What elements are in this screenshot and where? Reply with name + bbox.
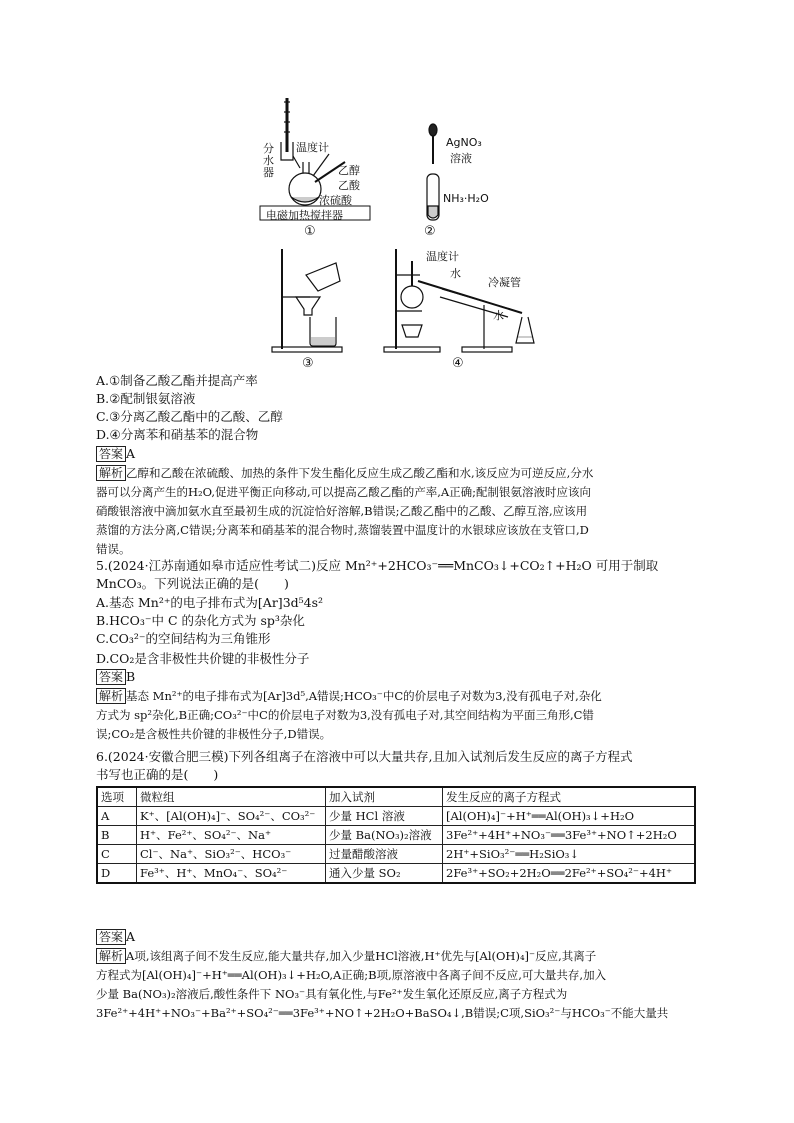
- table-cell: 少量 HCl 溶液: [326, 807, 443, 826]
- q4-analysis-tag: 解析: [96, 465, 126, 481]
- q6-answer-tag: 答案: [96, 929, 126, 945]
- fig1-label-qi: 器: [263, 166, 274, 179]
- table-header-cell: 选项: [97, 787, 137, 807]
- q5-analysis: [96, 687, 706, 744]
- q4-analysis: [96, 464, 706, 559]
- q5-stem-1: 5.(2024·江苏南通如皋市适应性考试二)反应 Mn²⁺+2HCO₃⁻══MnCO₃↓+CO₂↑+H₂O 可用于制取: [96, 558, 659, 573]
- table-header-cell: 发生反应的离子方程式: [443, 787, 696, 807]
- table-cell: 过量醋酸溶液: [326, 845, 443, 864]
- q4-option-c: C.③分离乙酸乙酯中的乙酸、乙醇: [96, 409, 283, 424]
- fig4-label-water-out: 水: [493, 309, 504, 322]
- q6-table: [96, 786, 696, 884]
- fig4-label-condenser: 冷凝管: [488, 276, 521, 289]
- table-cell: 通入少量 SO₂: [326, 864, 443, 884]
- fig4-number: ④: [452, 356, 464, 371]
- table-header-cell: 加入试剂: [326, 787, 443, 807]
- fig3-number: ③: [302, 356, 314, 371]
- q6-answer: A: [126, 929, 136, 944]
- q4-answer: A: [126, 446, 136, 461]
- q6-stem-1: 6.(2024·安徽合肥三模)下列各组离子在溶液中可以大量共存,且加入试剂后发生反应的离子方程式: [96, 749, 633, 764]
- table-cell: C: [97, 845, 137, 864]
- q4-analysis-line-1: 乙醇和乙酸在浓硫酸、加热的条件下发生酯化反应生成乙酸乙酯和水,该反应为可逆反应,分水: [126, 466, 594, 480]
- fig1-label-ethanol: 乙醇: [338, 164, 360, 177]
- q6-analysis-line-2: 方程式为[Al(OH)₄]⁻+H⁺══Al(OH)₃↓+H₂O,A正确;B项,原溶液中各离子间不反应,可大量共存,加入: [96, 968, 607, 982]
- q4-analysis-line-4: 蒸馏的方法分离,C错误;分离苯和硝基苯的混合物时,蒸馏装置中温度计的水银球应该放在支管口,D: [96, 523, 589, 537]
- figure-2-silver-ammonia-apparatus: [415, 118, 455, 228]
- q4-analysis-line-2: 器可以分离产生的H₂O,促进平衡正向移动,可以提高乙酸乙酯的产率,A正确;配制银氨溶液时应该向: [96, 485, 592, 499]
- table-row: [97, 807, 695, 826]
- table-cell: 少量 Ba(NO₃)₂溶液: [326, 826, 443, 845]
- fig1-label-stirrer: 电磁加热搅拌器: [266, 209, 343, 222]
- fig4-label-thermometer: 温度计: [426, 250, 459, 263]
- fig1-number: ①: [304, 224, 316, 239]
- q6-answer-line: [96, 928, 135, 946]
- q6-table-header: [97, 787, 695, 807]
- table-cell: A: [97, 807, 137, 826]
- q5-analysis-tag: 解析: [96, 688, 126, 704]
- q4-analysis-line-3: 硝酸银溶液中滴加氨水直至最初生成的沉淀恰好溶解,B错误;乙酸乙酯中的乙酸、乙醇互溶,应该用: [96, 504, 588, 518]
- table-cell: 3Fe²⁺+4H⁺+NO₃⁻══3Fe³⁺+NO↑+2H₂O: [443, 826, 696, 845]
- q5-analysis-line-3: 误;CO₂是含极性共价键的非极性分子,D错误。: [96, 727, 332, 741]
- q4-answer-tag: 答案: [96, 446, 126, 462]
- q6-analysis-line-1: A项,该组离子间不发生反应,能大量共存,加入少量HCl溶液,H⁺优先与[Al(OH)₄]⁻反应,其离子: [126, 949, 597, 963]
- table-row: [97, 826, 695, 845]
- fig2-label-solution: 溶液: [450, 152, 472, 165]
- q6-analysis-tag: 解析: [96, 948, 126, 964]
- table-cell: 2H⁺+SiO₃²⁻══H₂SiO₃↓: [443, 845, 696, 864]
- q6-analysis-line-3: 少量 Ba(NO₃)₂溶液后,酸性条件下 NO₃⁻具有氧化性,与Fe²⁺发生氧化还原反应,离子方程式为: [96, 987, 568, 1001]
- q5-option-d: D.CO₂是含非极性共价键的非极性分子: [96, 651, 310, 666]
- table-cell: K⁺、[Al(OH)₄]⁻、SO₄²⁻、CO₃²⁻: [137, 807, 326, 826]
- q4-option-d: D.④分离苯和硝基苯的混合物: [96, 427, 259, 442]
- q5-option-c: C.CO₃²⁻的空间结构为三角锥形: [96, 631, 271, 646]
- q4-option-a: A.①制备乙酸乙酯并提高产率: [96, 373, 258, 388]
- fig2-label-agno3: AgNO₃: [446, 136, 482, 149]
- figure-3-filtration-apparatus: [268, 245, 348, 355]
- table-cell: [Al(OH)₄]⁻+H⁺══Al(OH)₃↓+H₂O: [443, 807, 696, 826]
- q5-answer: B: [126, 669, 136, 684]
- q5-analysis-line-1: 基态 Mn²⁺的电子排布式为[Ar]3d⁵,A错误;HCO₃⁻中C的价层电子对数为3,没有孤电子对,杂化: [126, 689, 602, 703]
- q4-analysis-line-5: 错误。: [96, 542, 131, 556]
- q5-answer-line: [96, 668, 135, 686]
- q5-option-a: A.基态 Mn²⁺的电子排布式为[Ar]3d⁵4s²: [96, 595, 324, 610]
- table-header-cell: 微粒组: [137, 787, 326, 807]
- q5-option-b: B.HCO₃⁻中 C 的杂化方式为 sp³杂化: [96, 613, 305, 628]
- q6-stem-2: 书写也正确的是( ): [96, 767, 219, 782]
- q4-answer-line: [96, 445, 135, 463]
- fig1-label-shui: 水: [263, 154, 274, 167]
- table-cell: H⁺、Fe²⁺、SO₄²⁻、Na⁺: [137, 826, 326, 845]
- fig2-number: ②: [424, 224, 436, 239]
- fig1-label-fen: 分: [263, 142, 274, 155]
- q4-option-b: B.②配制银氨溶液: [96, 391, 196, 406]
- fig4-label-water-in: 水: [450, 267, 461, 280]
- table-cell: B: [97, 826, 137, 845]
- q6-analysis-line-4: 3Fe²⁺+4H⁺+NO₃⁻+Ba²⁺+SO₄²⁻══3Fe³⁺+NO↑+2H₂O+BaSO₄↓,B错误;C项,SiO₃²⁻与HCO₃⁻不能大量共: [96, 1006, 669, 1020]
- figure-4-distillation-apparatus: [382, 245, 552, 357]
- fig2-label-nh3: NH₃·H₂O: [443, 192, 489, 205]
- table-cell: Fe³⁺、H⁺、MnO₄⁻、SO₄²⁻: [137, 864, 326, 884]
- table-cell: D: [97, 864, 137, 884]
- table-row: [97, 864, 695, 884]
- fig1-label-sulfuric-acid: 浓硫酸: [319, 194, 352, 207]
- q5-stem-2: MnCO₃。下列说法正确的是( ): [96, 576, 289, 591]
- fig1-label-thermometer: 温度计: [296, 141, 329, 154]
- table-row: [97, 845, 695, 864]
- q5-analysis-line-2: 方式为 sp²杂化,B正确;CO₃²⁻中C的价层电子对数为3,没有孤电子对,其空间结构为平面三角形,C错: [96, 708, 594, 722]
- q5-answer-tag: 答案: [96, 669, 126, 685]
- table-cell: 2Fe³⁺+SO₂+2H₂O══2Fe²⁺+SO₄²⁻+4H⁺: [443, 864, 696, 884]
- fig1-label-acetic-acid: 乙酸: [338, 179, 360, 192]
- q6-analysis: [96, 947, 706, 1023]
- table-cell: Cl⁻、Na⁺、SiO₃²⁻、HCO₃⁻: [137, 845, 326, 864]
